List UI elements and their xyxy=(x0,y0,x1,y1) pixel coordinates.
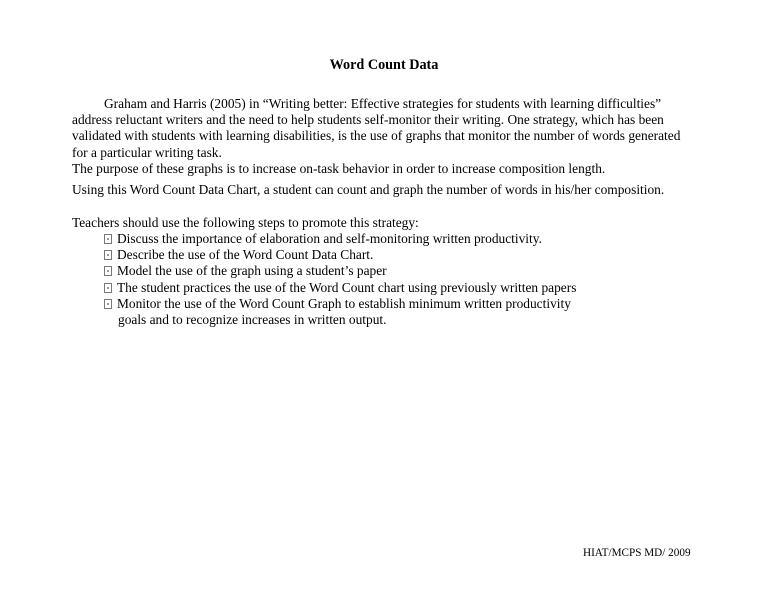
checkbox-bullet-icon xyxy=(104,283,112,293)
step-continuation: goals and to recognize increases in written output. xyxy=(118,312,387,328)
step-text: Model the use of the graph using a student’s paper xyxy=(117,263,387,279)
steps-intro: Teachers should use the following steps to promote this strategy: xyxy=(72,215,419,230)
paragraph-line: validated with students with learning disabilities, is the use of graphs that monitor the number of words generated xyxy=(72,128,681,144)
list-item xyxy=(104,247,576,263)
paragraph-line: The purpose of these graphs is to increase on-task behavior in order to increase composition length. xyxy=(72,160,606,176)
checkbox-bullet-icon xyxy=(104,234,112,244)
intro-paragraph xyxy=(72,96,712,177)
page-title: Word Count Data xyxy=(329,57,439,73)
paragraph-line: address reluctant writers and the need to help students self-monitor their writing. One strategy, which has been xyxy=(72,112,664,128)
checkbox-bullet-icon xyxy=(104,266,112,276)
steps-list xyxy=(104,231,576,328)
paragraph-line: Graham and Harris (2005) in “Writing better: Effective strategies for students with learning difficulties” xyxy=(104,96,662,111)
chart-usage-paragraph: Using this Word Count Data Chart, a student can count and graph the number of words in his/her composition. xyxy=(72,182,665,197)
list-item xyxy=(104,263,576,279)
step-text: Describe the use of the Word Count Data Chart. xyxy=(117,247,374,263)
list-item xyxy=(104,231,576,247)
list-item xyxy=(104,296,576,312)
step-text: Discuss the importance of elaboration and self-monitoring written productivity. xyxy=(117,231,542,246)
paragraph-line: for a particular writing task. xyxy=(72,144,222,160)
checkbox-bullet-icon xyxy=(104,299,112,309)
footer-credit: HIAT/MCPS MD/ 2009 xyxy=(583,547,691,559)
step-text: The student practices the use of the Word Count chart using previously written papers xyxy=(117,279,577,295)
step-text: Monitor the use of the Word Count Graph to establish minimum written productivity xyxy=(117,295,571,311)
list-item xyxy=(104,280,576,296)
checkbox-bullet-icon xyxy=(104,250,112,260)
